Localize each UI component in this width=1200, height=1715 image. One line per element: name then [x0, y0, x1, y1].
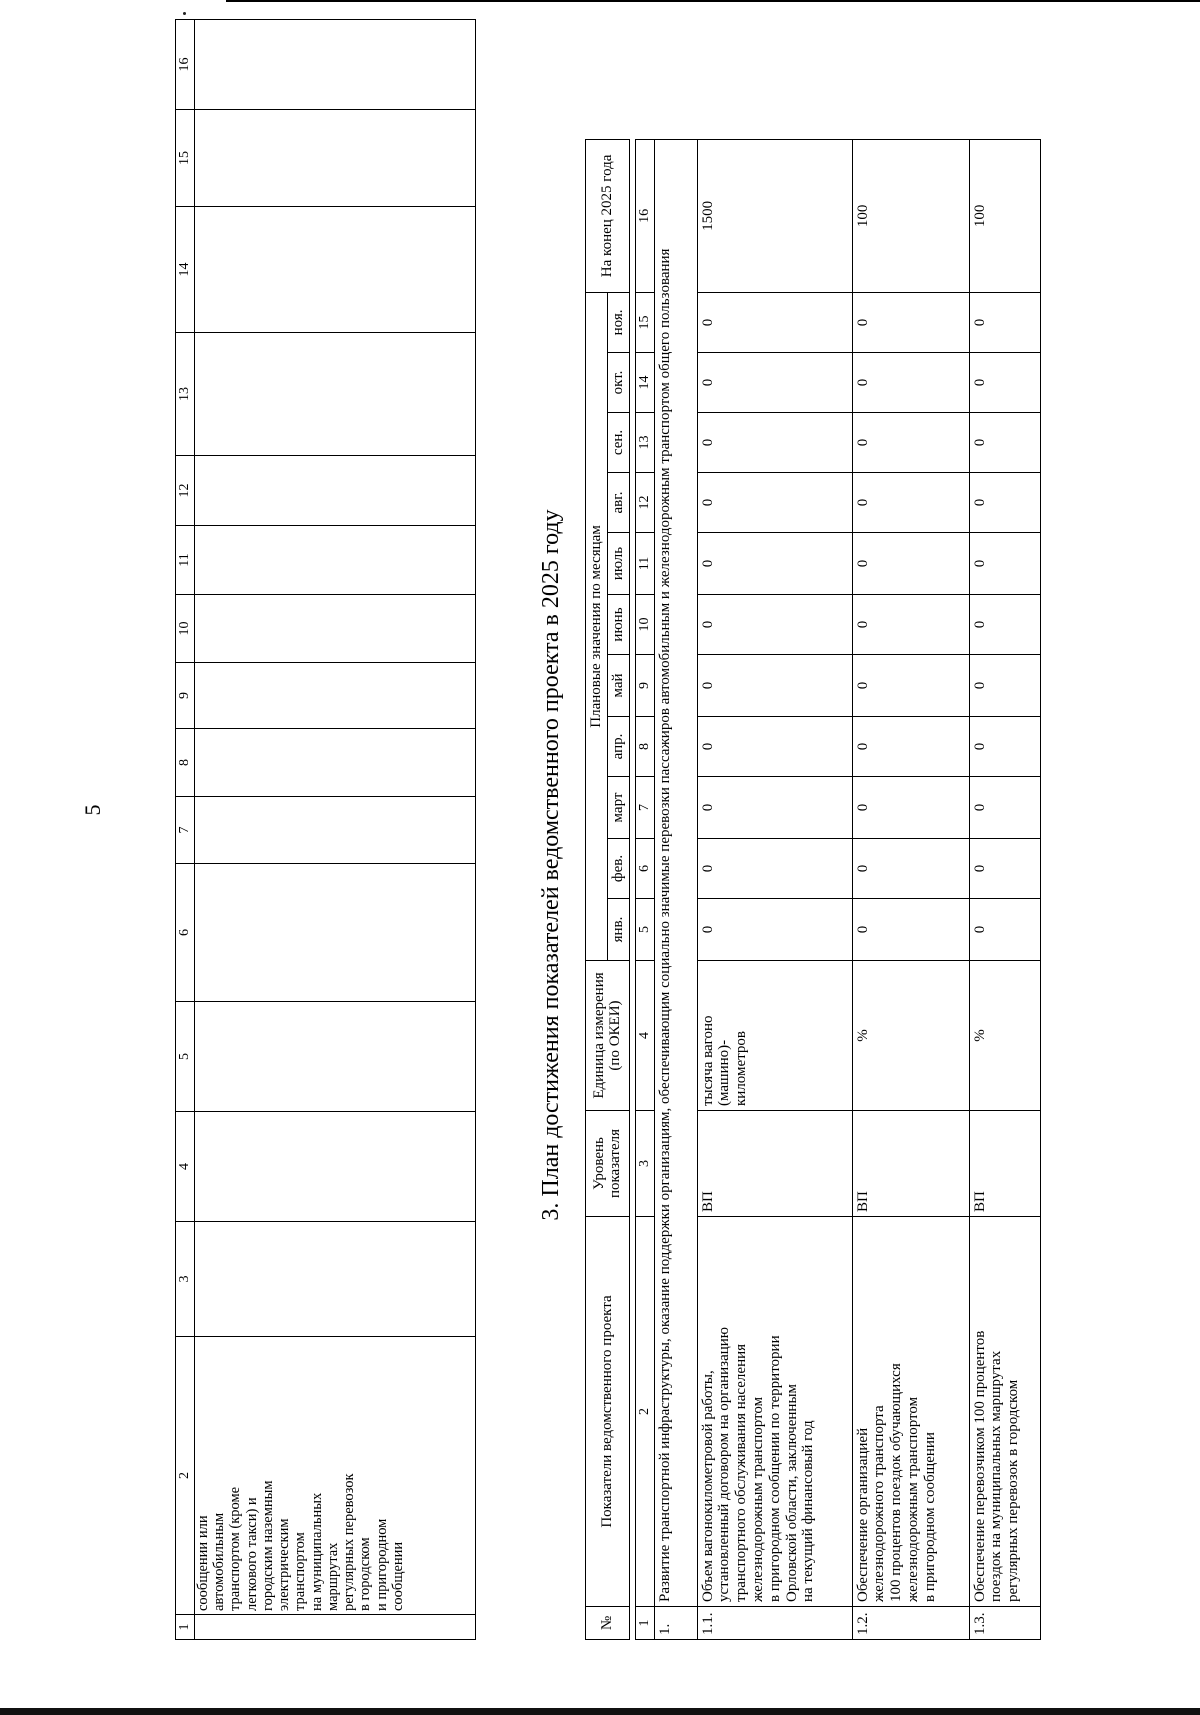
year-end-value: 1500	[697, 139, 852, 292]
month-value: 0	[969, 655, 1040, 717]
page-number: 5	[80, 804, 105, 816]
column-number-row	[635, 139, 654, 1639]
month-value: 0	[697, 777, 852, 839]
continuation-table	[175, 19, 476, 1640]
header-month: янв.	[607, 899, 629, 961]
month-value: 0	[852, 777, 969, 839]
month-value: 0	[969, 413, 1040, 473]
month-value: 0	[697, 292, 852, 352]
col-number: 8	[176, 729, 195, 797]
month-value: 0	[969, 839, 1040, 899]
table-cell	[195, 526, 476, 595]
table-cell	[195, 663, 476, 729]
col-number: 9	[176, 663, 195, 729]
col-number: 6	[176, 864, 195, 1002]
col-number: 15	[176, 110, 195, 207]
col-number: 5	[176, 1002, 195, 1112]
col-number: 2	[176, 1337, 195, 1615]
col-number: 11	[176, 526, 195, 595]
month-value: 0	[852, 839, 969, 899]
top-border-line	[226, 0, 1200, 2]
col-number: 8	[635, 717, 654, 777]
header-month: ноя.	[607, 292, 629, 352]
section-no: 1.	[654, 1607, 697, 1640]
month-value: 0	[969, 353, 1040, 413]
month-value: 0	[969, 595, 1040, 655]
col-number: 10	[176, 595, 195, 663]
header-monthly: Плановые значения по месяцам	[586, 292, 608, 960]
row-level: ВП	[852, 1111, 969, 1217]
col-number: 12	[635, 473, 654, 533]
month-value: 0	[852, 533, 969, 595]
header-month: июнь	[607, 595, 629, 655]
row-unit: %	[852, 961, 969, 1111]
row-unit: тысяча вагоно (машино)- километров	[697, 961, 852, 1111]
month-value: 0	[969, 777, 1040, 839]
section-text: Развитие транспортной инфраструктуры, оказание поддержки организациям, обеспечивающим социально значимые перевозки пассажиров автомобильным и железнодорожным транспортом общего пользования	[654, 139, 697, 1606]
col-number: 9	[635, 655, 654, 717]
header-month: март	[607, 777, 629, 839]
month-value: 0	[969, 473, 1040, 533]
col-number: 1	[176, 1615, 195, 1640]
col-number: 5	[635, 899, 654, 961]
col-number: 7	[176, 797, 195, 864]
col-number: 10	[635, 595, 654, 655]
month-value: 0	[852, 292, 969, 352]
month-value: 0	[697, 655, 852, 717]
rotated-page	[0, 57, 1100, 1670]
table-cell	[195, 797, 476, 864]
col-number: 1	[635, 1607, 654, 1640]
table-cell	[195, 1222, 476, 1337]
month-value: 0	[852, 353, 969, 413]
col-number: 11	[635, 533, 654, 595]
indicator-text-continued: сообщении или автомобильным транспортом (кроме легкового такси) и городским наземным электрическим транспортом на муниципальных маршрутах регулярных перевозок в городском и пригородном сообщении	[195, 1337, 476, 1615]
month-value: 0	[697, 717, 852, 777]
row-indicator: Обеспечение перевозчиком 100 процентов поездок на муниципальных маршрутах регулярных перевозок в городском	[969, 1217, 1040, 1607]
table-cell	[195, 207, 476, 333]
table-cell	[195, 864, 476, 1002]
table-cell	[195, 595, 476, 663]
continuation-body-row	[195, 20, 476, 1640]
table-cell	[195, 110, 476, 207]
table-cell	[195, 333, 476, 456]
header-level: Уровень показателя	[586, 1111, 630, 1217]
col-number: 16	[176, 20, 195, 110]
bottom-border-line	[0, 1708, 1200, 1715]
table-cell	[195, 729, 476, 797]
month-value: 0	[697, 595, 852, 655]
header-month: окт.	[607, 353, 629, 413]
col-number: 13	[176, 333, 195, 456]
month-value: 0	[852, 595, 969, 655]
row-no: 1.3.	[969, 1607, 1040, 1640]
col-number: 14	[176, 207, 195, 333]
month-value: 0	[697, 899, 852, 961]
header-month: сен.	[607, 413, 629, 473]
month-value: 0	[852, 655, 969, 717]
row-no: 1.1.	[697, 1607, 852, 1640]
scan-speck	[183, 12, 186, 15]
col-number: 2	[635, 1217, 654, 1607]
col-number: 14	[635, 353, 654, 413]
col-number: 4	[176, 1112, 195, 1222]
header-month: фев.	[607, 839, 629, 899]
indicators-plan-table	[585, 139, 1041, 1640]
month-value: 0	[697, 413, 852, 473]
table-cell	[195, 20, 476, 110]
col-number: 4	[635, 961, 654, 1111]
row-indicator: Объем вагонокилометровой работы, установленный договором на организацию транспортного обслуживания населения железнодорожным транспортом в пригородном сообщении по территории Орловской области, заключенным на текущий финансовый год	[697, 1217, 852, 1607]
row-no: 1.2.	[852, 1607, 969, 1640]
month-value: 0	[697, 533, 852, 595]
header-month: апр.	[607, 717, 629, 777]
row-level: ВП	[969, 1111, 1040, 1217]
header-no: №	[586, 1607, 630, 1640]
row-unit: %	[969, 961, 1040, 1111]
header-unit: Единица измерения (по ОКЕИ)	[586, 961, 630, 1111]
col-number: 13	[635, 413, 654, 473]
table-cell	[195, 1112, 476, 1222]
section-row	[654, 139, 697, 1639]
table-cell	[195, 1002, 476, 1112]
section-title: 3. План достижения показателей ведомственного проекта в 2025 году	[538, 509, 564, 1221]
month-value: 0	[852, 413, 969, 473]
header-month: июль	[607, 533, 629, 595]
month-value: 0	[697, 839, 852, 899]
month-value: 0	[852, 473, 969, 533]
table-row	[697, 139, 852, 1639]
col-number: 15	[635, 292, 654, 352]
month-value: 0	[969, 533, 1040, 595]
col-number: 7	[635, 777, 654, 839]
month-value: 0	[697, 473, 852, 533]
table-cell	[195, 456, 476, 526]
header-year-end: На конец 2025 года	[586, 139, 630, 292]
table-row	[852, 139, 969, 1639]
row-level: ВП	[697, 1111, 852, 1217]
month-value: 0	[969, 899, 1040, 961]
table-cell	[195, 1615, 476, 1640]
table-row	[969, 139, 1040, 1639]
row-indicator: Обеспечение организацией железнодорожного транспорта 100 процентов поездок обучающихся железнодорожным транспортом в пригородном сообщении	[852, 1217, 969, 1607]
header-month: авг.	[607, 473, 629, 533]
continuation-header-row	[176, 20, 195, 1640]
header-indicator: Показатели ведомственного проекта	[586, 1217, 630, 1607]
month-value: 0	[969, 292, 1040, 352]
col-number: 3	[176, 1222, 195, 1337]
col-number: 3	[635, 1111, 654, 1217]
year-end-value: 100	[852, 139, 969, 292]
month-value: 0	[852, 899, 969, 961]
month-value: 0	[697, 353, 852, 413]
month-value: 0	[852, 717, 969, 777]
year-end-value: 100	[969, 139, 1040, 292]
header-row-1	[586, 139, 608, 1639]
col-number: 12	[176, 456, 195, 526]
col-number: 16	[635, 139, 654, 292]
header-month: май	[607, 655, 629, 717]
month-value: 0	[969, 717, 1040, 777]
col-number: 6	[635, 839, 654, 899]
